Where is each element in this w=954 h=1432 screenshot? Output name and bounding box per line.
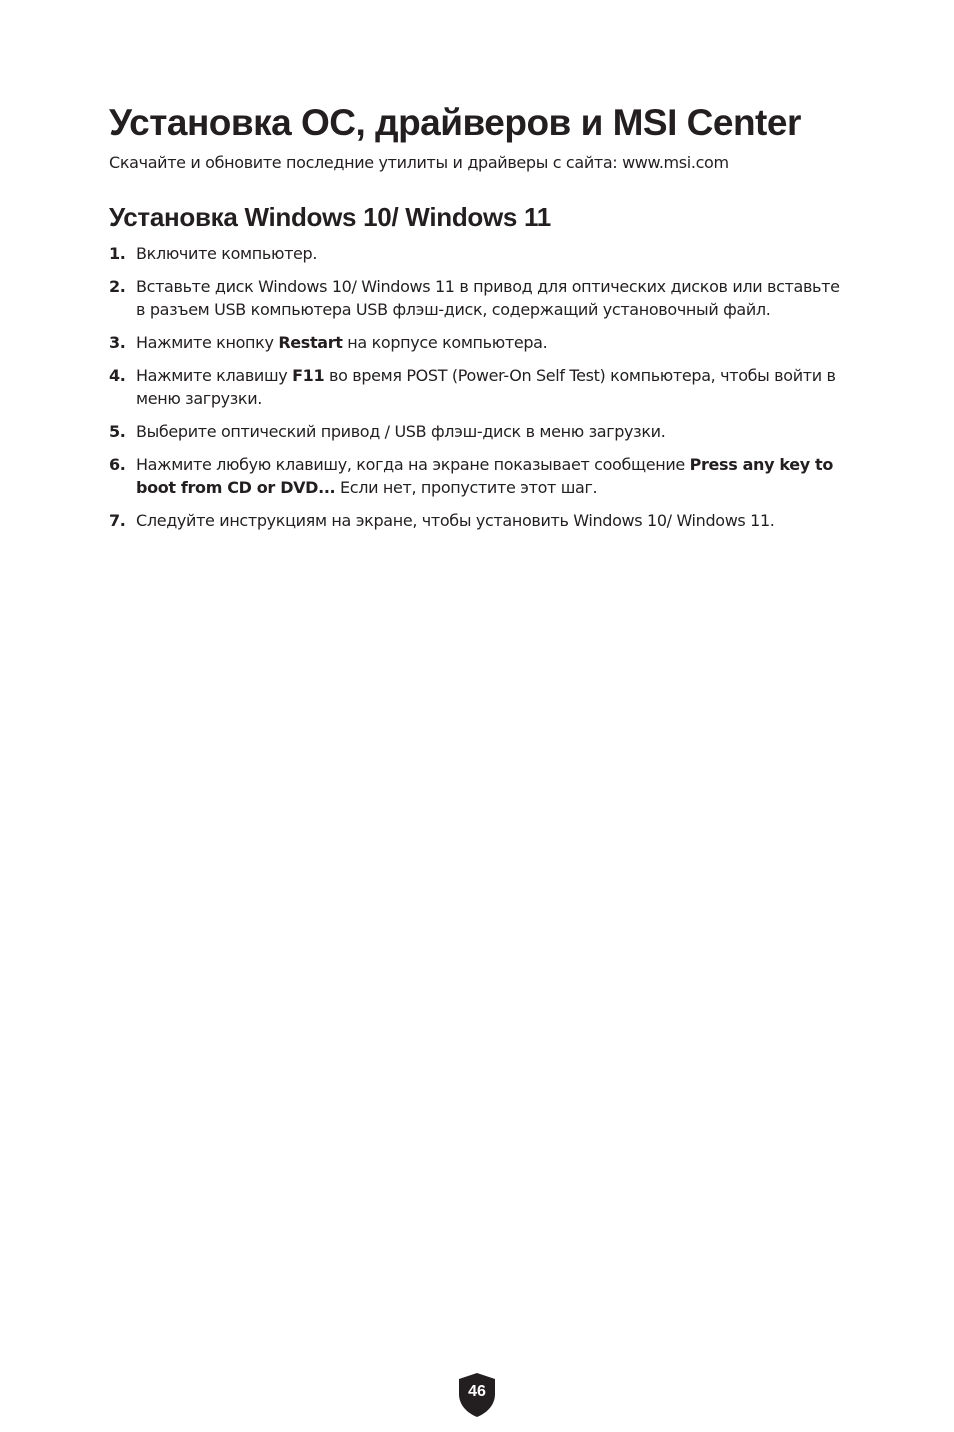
step-text: Выберите оптический привод / USB флэш-диск в меню загрузки. bbox=[136, 422, 666, 441]
step-item bbox=[109, 420, 849, 443]
step-number: 6. bbox=[109, 455, 126, 474]
intro-text: Скачайте и обновите последние утилиты и драйверы с сайта: www.msi.com bbox=[109, 153, 729, 172]
step-item bbox=[109, 453, 849, 499]
step-number: 2. bbox=[109, 277, 126, 296]
step-text: Нажмите кнопку Restart на корпусе компьютера. bbox=[136, 333, 548, 352]
step-number: 3. bbox=[109, 333, 126, 352]
page-number-badge bbox=[457, 1372, 497, 1418]
install-steps-list bbox=[109, 242, 849, 542]
page-number: 46 bbox=[468, 1383, 486, 1400]
step-number: 7. bbox=[109, 511, 126, 530]
step-text: Вставьте диск Windows 10/ Windows 11 в привод для оптических дисков или вставьте в разъем USB компьютера USB флэш-диск, содержащий установочный файл. bbox=[136, 277, 840, 319]
boot-message-keyword: Press any key to boot from CD or DVD... bbox=[136, 455, 834, 497]
restart-keyword: Restart bbox=[278, 333, 343, 352]
step-number: 1. bbox=[109, 244, 126, 263]
step-number: 5. bbox=[109, 422, 126, 441]
step-item bbox=[109, 331, 849, 354]
f11-keyword: F11 bbox=[292, 366, 325, 385]
step-text: Следуйте инструкциям на экране, чтобы установить Windows 10/ Windows 11. bbox=[136, 511, 775, 530]
step-text: Включите компьютер. bbox=[136, 244, 318, 263]
step-item bbox=[109, 275, 849, 321]
step-item bbox=[109, 242, 849, 265]
step-item bbox=[109, 364, 849, 410]
step-text: Нажмите клавишу F11 во время POST (Power-On Self Test) компьютера, чтобы войти в меню загрузки. bbox=[136, 366, 836, 408]
section-title: Установка Windows 10/ Windows 11 bbox=[109, 202, 551, 232]
step-item bbox=[109, 509, 849, 532]
step-text: Нажмите любую клавишу, когда на экране показывает сообщение Press any key to boot from CD or DVD... Если нет, пропустите этот шаг. bbox=[136, 455, 834, 497]
page-title: Установка ОС, драйверов и MSI Center bbox=[109, 102, 801, 143]
step-number: 4. bbox=[109, 366, 126, 385]
